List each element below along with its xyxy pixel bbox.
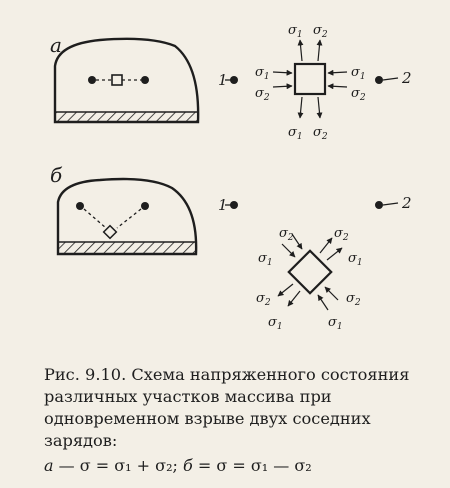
svg-text:2: 2: [402, 69, 412, 87]
svg-text:σ2: $\sigma_2$: [346, 291, 361, 308]
formula-b-label: б: [182, 456, 193, 475]
stress-labels-b: [256, 226, 363, 332]
svg-text:σ1: $\sigma_1$: [328, 315, 343, 332]
element-square-a: [112, 75, 122, 85]
figure-caption: [44, 364, 442, 452]
charge-dot-b2: [141, 202, 149, 210]
svg-text:σ2: $\sigma_2$: [313, 125, 328, 142]
rock-mass-b: [58, 179, 196, 254]
svg-text:σ2: $\sigma_2$: [256, 291, 271, 308]
stress-labels-a: [255, 23, 366, 142]
element-square-b: [104, 226, 117, 239]
formula-a-label: а: [44, 456, 54, 475]
figure-formula: [44, 456, 442, 475]
charge-markers-b: [218, 194, 412, 214]
stress-element-a: [273, 40, 347, 118]
charge-markers-a: [218, 69, 412, 89]
stress-element-b: [278, 234, 342, 310]
svg-text:σ2: $\sigma_2$: [334, 226, 349, 243]
svg-text:σ2: $\sigma_2$: [313, 23, 328, 40]
caption-text: Схема напряженного состояния различных участков массива при одновременном взрыве двух соседних зарядов:: [44, 365, 410, 450]
svg-text:σ2: $\sigma_2$: [279, 226, 294, 243]
caption-prefix: Рис. 9.10.: [44, 365, 127, 384]
charge-dot-b1: [76, 202, 84, 210]
rock-mass-a: [55, 39, 198, 122]
svg-text:σ1: $\sigma_1$: [255, 65, 270, 82]
panel-b-label: б: [50, 163, 63, 187]
charge-dot-a2: [141, 76, 149, 84]
charges-a: [88, 75, 149, 85]
svg-text:σ1: $\sigma_1$: [268, 315, 283, 332]
formula-a-expr: — σ = σ₁ + σ₂;: [58, 456, 178, 475]
svg-text:σ2: $\sigma_2$: [351, 86, 366, 103]
svg-text:σ1: $\sigma_1$: [288, 125, 303, 142]
svg-text:σ1: $\sigma_1$: [348, 251, 363, 268]
formula-b-expr: = σ = σ₁ — σ₂: [197, 456, 312, 475]
svg-text:2: 2: [402, 194, 412, 212]
panel-a-label: а: [50, 33, 62, 57]
charge-dot-a1: [88, 76, 96, 84]
charges-b: [76, 202, 149, 238]
svg-text:1: 1: [218, 71, 228, 89]
svg-text:σ2: $\sigma_2$: [255, 86, 270, 103]
svg-text:σ1: $\sigma_1$: [288, 23, 303, 40]
svg-text:σ1: $\sigma_1$: [258, 251, 273, 268]
svg-text:σ1: $\sigma_1$: [351, 65, 366, 82]
svg-text:1: 1: [218, 196, 228, 214]
